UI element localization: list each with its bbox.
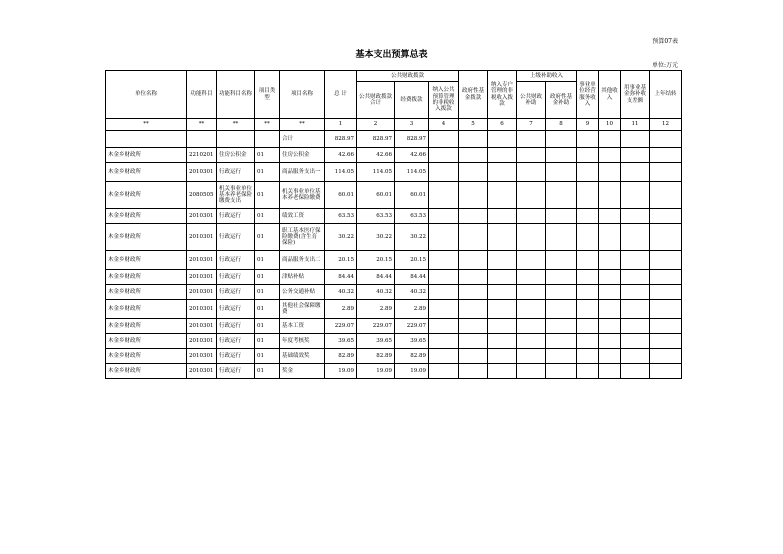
table-cell [546,148,577,163]
table-row [106,285,682,300]
total-cell: 82.89 [325,349,357,364]
table-cell [599,131,621,148]
table-cell [459,349,488,364]
func-name-cell: 行政运行 [217,251,255,270]
func-code-cell: 2010301 [187,251,217,270]
unit-name-cell: 木金乡财政所 [106,224,187,251]
table-cell [429,163,459,182]
item-name-cell: 奖金 [280,364,325,379]
total-public-amount: 828.97 [357,131,395,148]
table-cell [577,224,599,251]
table-cell [429,334,459,349]
table-cell [488,209,517,224]
public-total-cell: 229.07 [357,319,395,334]
table-cell [546,334,577,349]
table-cell [621,285,650,300]
table-cell [517,334,546,349]
table-cell [459,364,488,379]
funding-cell: 114.05 [395,163,429,182]
header-unit-name: 单位名称 [106,71,187,119]
unit-name-cell: 木金乡财政所 [106,300,187,319]
table-cell [577,349,599,364]
table-cell [517,285,546,300]
header-carryover: 用事业基金弥补收支差额 [621,71,650,119]
index-cell: ** [280,119,325,131]
funding-cell: 63.53 [395,209,429,224]
table-cell [488,334,517,349]
table-cell [621,300,650,319]
table-cell [429,270,459,285]
item-name-cell: 公务交通补贴 [280,285,325,300]
table-cell [621,349,650,364]
table-cell [546,349,577,364]
table-cell [488,349,517,364]
total-cell: 2.89 [325,300,357,319]
item-name-cell: 基础绩效奖 [280,349,325,364]
item-name-cell: 年度考核奖 [280,334,325,349]
table-cell [459,270,488,285]
item-name-cell: 基本工资 [280,319,325,334]
table-cell [488,364,517,379]
table-body [106,119,682,379]
total-cell: 30.22 [325,224,357,251]
unit-label: 单位:万元 [651,62,678,69]
unit-name-cell: 木金乡财政所 [106,285,187,300]
funding-cell: 229.07 [395,319,429,334]
func-name-cell: 行政运行 [217,163,255,182]
table-cell [429,224,459,251]
public-total-cell: 39.65 [357,334,395,349]
func-name-cell: 行政运行 [217,209,255,224]
proj-type-cell: 01 [255,182,280,209]
table-cell [106,131,187,148]
table-cell [517,224,546,251]
item-name-cell: 机关事业单位基本养老保险缴费 [280,182,325,209]
item-name-cell: 绩效工资 [280,209,325,224]
header-total: 总 计 [325,71,357,119]
total-cell: 84.44 [325,270,357,285]
table-cell [577,300,599,319]
func-name-cell: 机关事业单位基本养老保险缴费支出 [217,182,255,209]
table-row [106,270,682,285]
func-code-cell: 2010301 [187,285,217,300]
table-cell [488,148,517,163]
index-cell: 9 [577,119,599,131]
index-row [106,119,682,131]
table-cell [621,334,650,349]
funding-cell: 19.09 [395,364,429,379]
index-cell: 10 [599,119,621,131]
index-cell: ** [217,119,255,131]
table-row [106,148,682,163]
proj-type-cell: 01 [255,319,280,334]
funding-cell: 40.32 [395,285,429,300]
table-row [106,300,682,319]
total-label: 合计 [280,131,325,148]
func-name-cell: 行政运行 [217,349,255,364]
table-cell [621,270,650,285]
public-total-cell: 82.89 [357,349,395,364]
table-cell [459,209,488,224]
item-name-cell: 商品服务支出二 [280,251,325,270]
total-cell: 229.07 [325,319,357,334]
table-cell [621,182,650,209]
table-cell [577,319,599,334]
table-cell [429,349,459,364]
public-total-cell: 63.53 [357,209,395,224]
table-cell [429,182,459,209]
total-cell: 19.09 [325,364,357,379]
index-cell: 7 [517,119,546,131]
func-code-cell: 2010301 [187,300,217,319]
table-cell [488,163,517,182]
table-cell [650,182,682,209]
table-cell [650,131,682,148]
public-total-cell: 2.89 [357,300,395,319]
func-code-cell: 2010301 [187,163,217,182]
table-cell [599,300,621,319]
unit-name-cell: 木金乡财政所 [106,182,187,209]
budget-table [105,70,682,379]
table-cell [650,148,682,163]
header-institution: 事业单位经营服务收入 [577,71,599,119]
func-code-cell: 2080505 [187,182,217,209]
funding-cell: 30.22 [395,224,429,251]
page-title: 基本支出预算总表 [355,50,428,60]
table-cell [517,131,546,148]
public-total-cell: 30.22 [357,224,395,251]
table-cell [650,349,682,364]
header-public-budget-sub: 公共财政拨款合计 [357,82,395,119]
public-total-cell: 42.66 [357,148,395,163]
table-cell [546,285,577,300]
func-code-cell: 2010301 [187,334,217,349]
public-total-cell: 60.01 [357,182,395,209]
table-cell [459,131,488,148]
proj-type-cell: 01 [255,285,280,300]
header-special-fiscal: 纳入专户管理的非税收入拨款 [488,71,517,119]
table-cell [429,285,459,300]
item-name-cell: 商品服务支出一 [280,163,325,182]
func-name-cell: 行政运行 [217,300,255,319]
func-name-cell: 行政运行 [217,285,255,300]
header-superior: 上级补助收入 [517,71,577,82]
header-proj-type: 项目类型 [255,71,280,119]
func-name-cell: 住房公积金 [217,148,255,163]
total-cell: 60.01 [325,182,357,209]
public-total-cell: 40.32 [357,285,395,300]
table-cell [459,182,488,209]
total-cell: 20.15 [325,251,357,270]
proj-type-cell: 01 [255,349,280,364]
funding-cell: 60.01 [395,182,429,209]
table-row [106,349,682,364]
table-cell [546,364,577,379]
table-cell [650,209,682,224]
table-cell [459,224,488,251]
table-cell [459,251,488,270]
table-cell [459,334,488,349]
table-cell [650,364,682,379]
funding-cell: 39.65 [395,334,429,349]
table-cell [546,163,577,182]
public-total-cell: 84.44 [357,270,395,285]
table-cell [488,182,517,209]
unit-name-cell: 木金乡财政所 [106,319,187,334]
func-name-cell: 行政运行 [217,334,255,349]
header-funding: 经费拨款 [395,82,429,119]
table-cell [577,148,599,163]
table-cell [517,364,546,379]
table-cell [546,300,577,319]
proj-type-cell: 01 [255,224,280,251]
table-cell [517,209,546,224]
table-cell [546,319,577,334]
table-cell [488,285,517,300]
total-row [106,131,682,148]
table-cell [459,319,488,334]
table-row [106,224,682,251]
unit-name-cell: 木金乡财政所 [106,251,187,270]
table-cell [488,224,517,251]
table-cell [599,334,621,349]
funding-cell: 84.44 [395,270,429,285]
table-row [106,364,682,379]
table-cell [459,163,488,182]
form-number: 预算07表 [652,38,678,45]
table-cell [599,251,621,270]
header-gov-fund: 政府性基金拨款 [459,71,488,119]
header-public-budget: 公共财政拨款 [357,71,459,82]
table-row [106,163,682,182]
header-fiscal-special: 纳入公共预算管理的非税收入拨款 [429,82,459,119]
table-cell [429,364,459,379]
table-cell [255,131,280,148]
table-cell [599,270,621,285]
total-cell: 39.65 [325,334,357,349]
table-cell [577,209,599,224]
func-code-cell: 2010301 [187,224,217,251]
header-func-code: 功能科目 [187,71,217,119]
table-cell [650,285,682,300]
table-cell [429,319,459,334]
header-last-year: 上年结转 [650,71,682,119]
unit-name-cell: 木金乡财政所 [106,364,187,379]
item-name-cell: 其他社会保障缴费 [280,300,325,319]
table-cell [429,209,459,224]
func-code-cell: 2010301 [187,349,217,364]
table-cell [650,270,682,285]
table-row [106,182,682,209]
func-code-cell: 2010301 [187,364,217,379]
table-cell [577,163,599,182]
index-cell: ** [255,119,280,131]
funding-cell: 20.15 [395,251,429,270]
index-cell: ** [106,119,187,131]
table-cell [488,131,517,148]
item-name-cell: 住房公积金 [280,148,325,163]
table-cell [488,319,517,334]
proj-type-cell: 01 [255,300,280,319]
table-cell [599,285,621,300]
table-cell [599,209,621,224]
table-cell [599,148,621,163]
table-cell [517,300,546,319]
table-cell [621,148,650,163]
table-cell [599,349,621,364]
table-row [106,251,682,270]
funding-cell: 82.89 [395,349,429,364]
table-cell [459,148,488,163]
table-row [106,319,682,334]
proj-type-cell: 01 [255,334,280,349]
table-cell [599,163,621,182]
func-code-cell: 2010301 [187,209,217,224]
table-cell [577,285,599,300]
table-cell [429,300,459,319]
table-cell [546,270,577,285]
func-name-cell: 行政运行 [217,364,255,379]
funding-cell: 2.89 [395,300,429,319]
table-cell [517,182,546,209]
index-cell: 5 [459,119,488,131]
unit-name-cell: 木金乡财政所 [106,270,187,285]
table-cell [429,131,459,148]
header-other: 其他收入 [599,71,621,119]
func-code-cell: 2210201 [187,148,217,163]
table-cell [599,182,621,209]
table-cell [621,209,650,224]
header-item-name: 项目名称 [280,71,325,119]
table-cell [517,270,546,285]
table-cell [621,224,650,251]
total-amount: 828.97 [325,131,357,148]
table-cell [577,131,599,148]
proj-type-cell: 01 [255,251,280,270]
table-cell [621,364,650,379]
table-cell [577,182,599,209]
func-name-cell: 行政运行 [217,270,255,285]
table-cell [650,319,682,334]
table-cell [577,364,599,379]
table-cell [217,131,255,148]
header-func-name: 功能科目名称 [217,71,255,119]
table-cell [429,148,459,163]
table-cell [517,163,546,182]
table-cell [577,334,599,349]
table-cell [488,251,517,270]
table-cell [488,300,517,319]
table-cell [599,319,621,334]
total-cell: 42.66 [325,148,357,163]
table-cell [650,224,682,251]
func-name-cell: 行政运行 [217,319,255,334]
table-cell [650,163,682,182]
table-cell [187,131,217,148]
index-cell: 8 [546,119,577,131]
unit-name-cell: 木金乡财政所 [106,209,187,224]
proj-type-cell: 01 [255,163,280,182]
proj-type-cell: 01 [255,364,280,379]
table-cell [599,364,621,379]
total-cell: 40.32 [325,285,357,300]
table-cell [546,224,577,251]
table-row [106,209,682,224]
item-name-cell: 津贴补贴 [280,270,325,285]
table-cell [517,319,546,334]
public-total-cell: 19.09 [357,364,395,379]
func-name-cell: 行政运行 [217,224,255,251]
table-cell [546,182,577,209]
table-cell [650,251,682,270]
item-name-cell: 职工基本医疗保险缴费(含生育保险) [280,224,325,251]
unit-name-cell: 木金乡财政所 [106,148,187,163]
table-cell [650,300,682,319]
table-cell [577,270,599,285]
table-cell [546,209,577,224]
table-cell [621,319,650,334]
header-superior-fund: 政府性基金补助 [546,82,577,119]
func-code-cell: 2010301 [187,319,217,334]
table-cell [459,300,488,319]
table-cell [546,251,577,270]
header-superior-public: 公共财政补助 [517,82,546,119]
proj-type-cell: 01 [255,148,280,163]
index-cell: 11 [621,119,650,131]
total-cell: 63.53 [325,209,357,224]
table-cell [517,251,546,270]
table-row [106,334,682,349]
public-total-cell: 114.05 [357,163,395,182]
table-cell [517,148,546,163]
func-code-cell: 2010301 [187,270,217,285]
unit-name-cell: 木金乡财政所 [106,349,187,364]
table-cell [650,334,682,349]
proj-type-cell: 01 [255,270,280,285]
proj-type-cell: 01 [255,209,280,224]
table-cell [517,349,546,364]
index-cell: 1 [325,119,357,131]
index-cell: 3 [395,119,429,131]
table-cell [621,251,650,270]
index-cell: 4 [429,119,459,131]
index-cell: ** [187,119,217,131]
index-cell: 6 [488,119,517,131]
total-funding-amount: 828.97 [395,131,429,148]
public-total-cell: 20.15 [357,251,395,270]
table-cell [429,251,459,270]
table-cell [599,224,621,251]
index-cell: 2 [357,119,395,131]
table-cell [546,131,577,148]
total-cell: 114.05 [325,163,357,182]
table-cell [577,251,599,270]
table-cell [621,131,650,148]
table-cell [459,285,488,300]
table-cell [621,163,650,182]
funding-cell: 42.66 [395,148,429,163]
unit-name-cell: 木金乡财政所 [106,163,187,182]
unit-name-cell: 木金乡财政所 [106,334,187,349]
table-cell [488,270,517,285]
index-cell: 12 [650,119,682,131]
